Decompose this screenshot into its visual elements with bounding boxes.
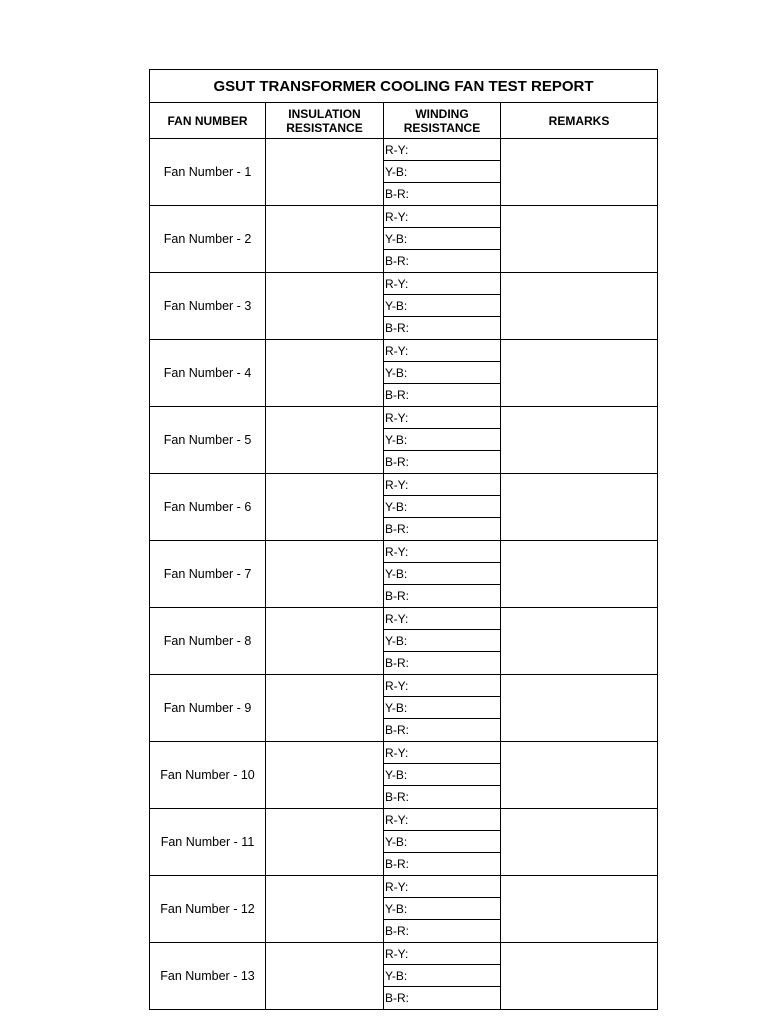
winding-resistance-cell[interactable]: B-R: xyxy=(384,652,501,675)
insulation-resistance-cell[interactable] xyxy=(266,809,384,876)
winding-resistance-cell[interactable]: R-Y: xyxy=(384,608,501,630)
remarks-header: REMARKS xyxy=(501,103,658,139)
winding-resistance-cell[interactable]: B-R: xyxy=(384,317,501,340)
fan-row xyxy=(150,742,658,764)
winding-resistance-cell[interactable]: Y-B: xyxy=(384,563,501,585)
winding-resistance-cell[interactable]: R-Y: xyxy=(384,474,501,496)
insulation-resistance-cell[interactable] xyxy=(266,340,384,407)
fan-row xyxy=(150,541,658,563)
winding-resistance-cell[interactable]: Y-B: xyxy=(384,362,501,384)
winding-resistance-cell[interactable]: Y-B: xyxy=(384,831,501,853)
insulation-header-line1: INSULATION xyxy=(288,106,361,121)
winding-resistance-cell[interactable]: B-R: xyxy=(384,451,501,474)
insulation-resistance-cell[interactable] xyxy=(266,139,384,206)
fan-row xyxy=(150,876,658,898)
winding-resistance-cell[interactable]: R-Y: xyxy=(384,206,501,228)
winding-resistance-cell[interactable]: R-Y: xyxy=(384,876,501,898)
winding-header-line2: RESISTANCE xyxy=(403,120,481,135)
winding-resistance-cell[interactable]: R-Y: xyxy=(384,675,501,697)
winding-resistance-cell[interactable]: Y-B: xyxy=(384,630,501,652)
remarks-cell[interactable] xyxy=(501,340,658,407)
winding-resistance-cell[interactable]: Y-B: xyxy=(384,965,501,987)
fan-row xyxy=(150,675,658,697)
insulation-resistance-cell[interactable] xyxy=(266,407,384,474)
winding-resistance-header xyxy=(384,103,501,139)
winding-resistance-cell[interactable]: Y-B: xyxy=(384,697,501,719)
remarks-cell[interactable] xyxy=(501,809,658,876)
insulation-resistance-cell[interactable] xyxy=(266,742,384,809)
fan-row xyxy=(150,206,658,228)
winding-resistance-cell[interactable]: R-Y: xyxy=(384,273,501,295)
winding-resistance-cell[interactable]: Y-B: xyxy=(384,161,501,183)
winding-resistance-cell[interactable]: Y-B: xyxy=(384,295,501,317)
winding-resistance-cell[interactable]: R-Y: xyxy=(384,742,501,764)
winding-resistance-cell[interactable]: B-R: xyxy=(384,987,501,1010)
fan-number-cell: Fan Number - 4 xyxy=(150,340,266,407)
fan-number-cell: Fan Number - 10 xyxy=(150,742,266,809)
insulation-header-line2: RESISTANCE xyxy=(286,120,363,135)
winding-resistance-cell[interactable]: Y-B: xyxy=(384,764,501,786)
header-row xyxy=(150,103,658,139)
winding-resistance-cell[interactable]: Y-B: xyxy=(384,496,501,518)
winding-resistance-cell[interactable]: R-Y: xyxy=(384,407,501,429)
fan-row xyxy=(150,474,658,496)
report-title: GSUT TRANSFORMER COOLING FAN TEST REPORT xyxy=(150,70,658,103)
title-row xyxy=(150,70,658,103)
winding-resistance-cell[interactable]: B-R: xyxy=(384,250,501,273)
fan-number-cell: Fan Number - 13 xyxy=(150,943,266,1010)
fan-row xyxy=(150,139,658,161)
fan-number-cell: Fan Number - 2 xyxy=(150,206,266,273)
winding-resistance-cell[interactable]: R-Y: xyxy=(384,809,501,831)
remarks-cell[interactable] xyxy=(501,206,658,273)
insulation-resistance-cell[interactable] xyxy=(266,876,384,943)
insulation-resistance-cell[interactable] xyxy=(266,608,384,675)
fan-row xyxy=(150,608,658,630)
winding-resistance-cell[interactable]: B-R: xyxy=(384,786,501,809)
fan-number-cell: Fan Number - 8 xyxy=(150,608,266,675)
remarks-cell[interactable] xyxy=(501,742,658,809)
remarks-cell[interactable] xyxy=(501,675,658,742)
fan-number-cell: Fan Number - 3 xyxy=(150,273,266,340)
fan-row xyxy=(150,943,658,965)
insulation-resistance-cell[interactable] xyxy=(266,474,384,541)
insulation-resistance-cell[interactable] xyxy=(266,273,384,340)
fan-number-header: FAN NUMBER xyxy=(150,103,266,139)
remarks-cell[interactable] xyxy=(501,608,658,675)
remarks-cell[interactable] xyxy=(501,407,658,474)
remarks-cell[interactable] xyxy=(501,876,658,943)
winding-resistance-cell[interactable]: B-R: xyxy=(384,719,501,742)
insulation-resistance-cell[interactable] xyxy=(266,675,384,742)
remarks-cell[interactable] xyxy=(501,943,658,1010)
winding-resistance-cell[interactable]: Y-B: xyxy=(384,429,501,451)
winding-resistance-cell[interactable]: R-Y: xyxy=(384,943,501,965)
winding-resistance-cell[interactable]: B-R: xyxy=(384,920,501,943)
fan-number-cell: Fan Number - 5 xyxy=(150,407,266,474)
winding-resistance-cell[interactable]: B-R: xyxy=(384,518,501,541)
fan-row xyxy=(150,273,658,295)
winding-resistance-cell[interactable]: B-R: xyxy=(384,585,501,608)
fan-number-cell: Fan Number - 1 xyxy=(150,139,266,206)
remarks-cell[interactable] xyxy=(501,139,658,206)
fan-number-cell: Fan Number - 9 xyxy=(150,675,266,742)
winding-resistance-cell[interactable]: B-R: xyxy=(384,384,501,407)
test-report-table xyxy=(149,69,658,1010)
insulation-resistance-cell[interactable] xyxy=(266,943,384,1010)
winding-resistance-cell[interactable]: B-R: xyxy=(384,853,501,876)
remarks-cell[interactable] xyxy=(501,541,658,608)
fan-row xyxy=(150,809,658,831)
fan-number-cell: Fan Number - 7 xyxy=(150,541,266,608)
winding-resistance-cell[interactable]: Y-B: xyxy=(384,228,501,250)
fan-row xyxy=(150,407,658,429)
fan-number-cell: Fan Number - 6 xyxy=(150,474,266,541)
remarks-cell[interactable] xyxy=(501,273,658,340)
insulation-resistance-header xyxy=(266,103,384,139)
fan-number-cell: Fan Number - 11 xyxy=(150,809,266,876)
winding-resistance-cell[interactable]: R-Y: xyxy=(384,139,501,161)
fan-number-cell: Fan Number - 12 xyxy=(150,876,266,943)
winding-resistance-cell[interactable]: B-R: xyxy=(384,183,501,206)
winding-resistance-cell[interactable]: R-Y: xyxy=(384,340,501,362)
insulation-resistance-cell[interactable] xyxy=(266,541,384,608)
winding-header-line1: WINDING xyxy=(415,106,469,121)
winding-resistance-cell[interactable]: R-Y: xyxy=(384,541,501,563)
insulation-resistance-cell[interactable] xyxy=(266,206,384,273)
fan-row xyxy=(150,340,658,362)
winding-resistance-cell[interactable]: Y-B: xyxy=(384,898,501,920)
remarks-cell[interactable] xyxy=(501,474,658,541)
